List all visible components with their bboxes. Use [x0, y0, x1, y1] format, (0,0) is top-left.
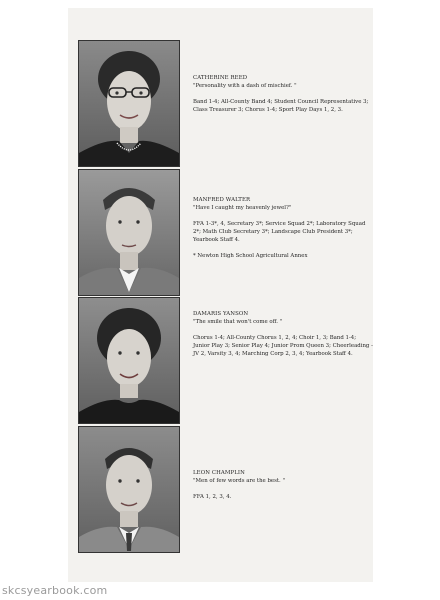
student-entry-damaris-yanson: [193, 310, 373, 358]
portrait-photo-catherine-reed: [78, 40, 180, 167]
student-name: DAMARIS YANSON: [193, 311, 249, 317]
student-activities: Band 1-4; All-County Band 4; Student Council Representative 3; Class Treasurer 3; Chorus 1-4; Sport Play Days 1, 2, 3.: [193, 99, 369, 113]
student-activities: Chorus 1-4; All-County Chorus 1, 2, 4; Choir 1, 3; Band 1-4; Junior Play 3; Senior Play 4; Junior Prom Queen 3; Cheerleading - JV 2, Varsity 3, 4; Marching Corp 2, 3, 4; Yearbook Staff 4.: [193, 335, 373, 357]
student-quote: "Personality with a dash of mischief. ": [193, 83, 297, 89]
student-activities: FFA 1, 2, 3, 4.: [193, 494, 232, 500]
student-name: CATHERINE REED: [193, 75, 248, 81]
student-quote: "Men of few words are the best. ": [193, 478, 285, 484]
site-watermark: skcsyearbook.com: [2, 584, 108, 597]
student-quote: "Have I caught my heavenly jewel?": [193, 205, 292, 211]
footnote: * Newton High School Agricultural Annex: [193, 253, 308, 259]
student-name: LEON CHAMPLIN: [193, 470, 245, 476]
student-quote: "The smile that won't come off. ": [193, 319, 283, 325]
student-name: MANFRED WALTER: [193, 197, 251, 203]
student-activities: FFA 1-3*, 4, Secretary 3*; Service Squad 2*; Laboratory Squad 2*; Math Club Secretary 3*; Landscape Club President 3*; Yearbook Staff 4.: [193, 221, 366, 243]
student-entry-catherine-reed: [193, 74, 373, 114]
portrait-photo-manfred-walter: [78, 169, 180, 296]
student-entry-manfred-walter: [193, 196, 373, 260]
portrait-photo-damaris-yanson: [78, 297, 180, 424]
portrait-photo-leon-champlin: [78, 426, 180, 553]
student-entry-leon-champlin: [193, 469, 373, 501]
